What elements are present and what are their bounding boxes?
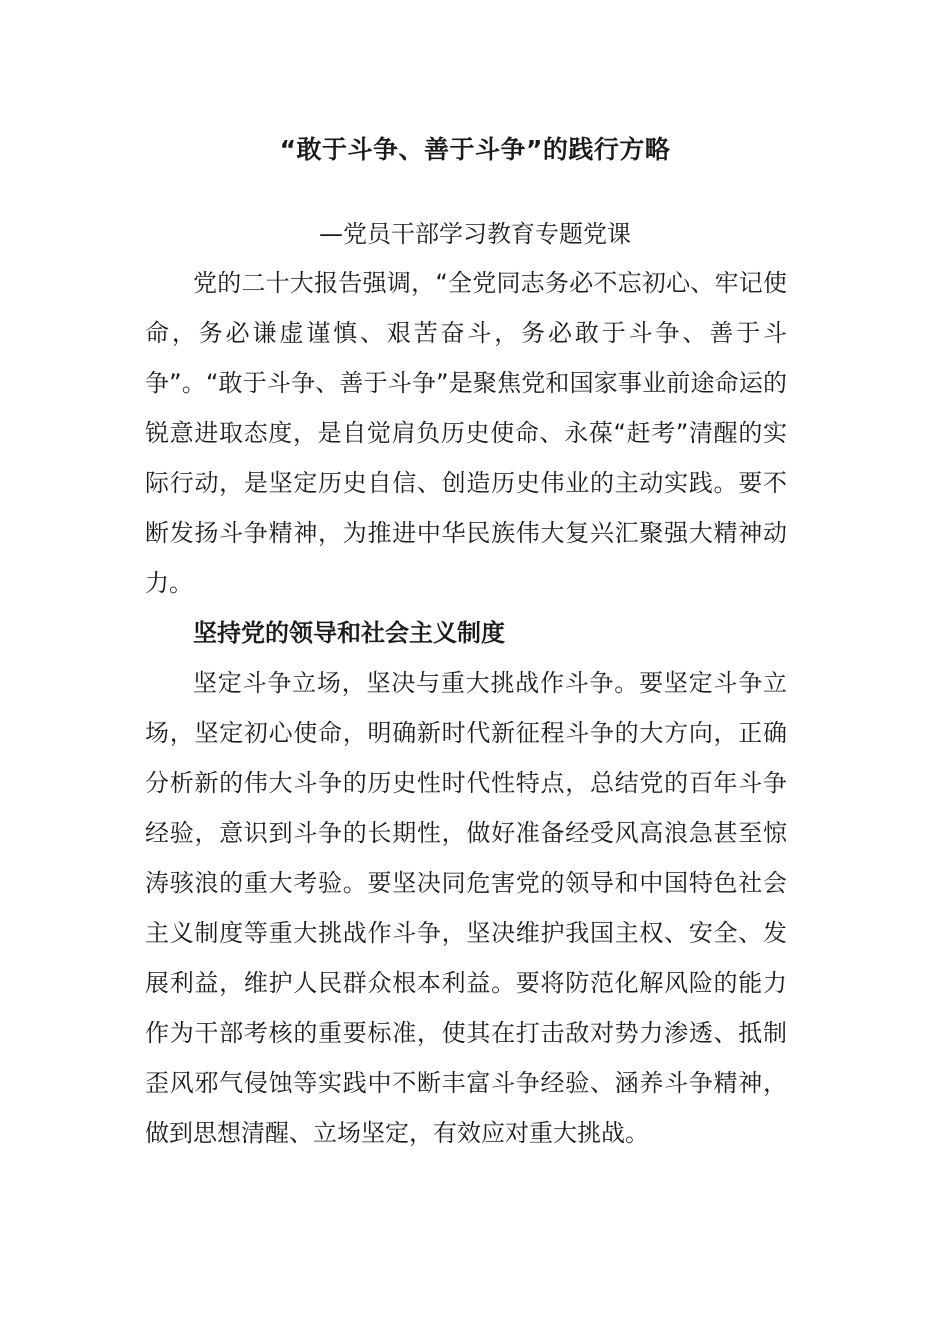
document-title: “敢于斗争、善于斗争”的践行方略 [279,135,671,164]
intro-paragraph: 党的二十大报告强调，“全党同志务必不忘初心、牢记使命，务必谦虚谨慎、艰苦奋斗，务必敢于斗争、善于斗争”。“敢于斗争、善于斗争”是聚焦党和国家事业前途命运的锐意进取态度，是自觉肩负历史使命、永葆“赶考”清醒的实际行动，是坚定历史自信、创造历史伟业的主动实践。要不断发扬斗争精神，为推进中华民族伟大复兴汇聚强大精神动力。 [145,269,787,597]
document-subtitle: —党员干部学习教育专题党课 [319,220,631,248]
document-body [145,258,787,1158]
section-paragraph: 坚定斗争立场，坚决与重大挑战作斗争。要坚定斗争立场，坚定初心使命，明确新时代新征程斗争的大方向，正确分析新的伟大斗争的历史性时代性特点，总结党的百年斗争经验，意识到斗争的长期性，做好准备经受风高浪急甚至惊涛骇浪的重大考验。要坚决同危害党的领导和中国特色社会主义制度等重大挑战作斗争，坚决维护我国主权、安全、发展利益，维护人民群众根本利益。要将防范化解风险的能力作为干部考核的重要标准，使其在打击敌对势力渗透、抵制歪风邪气侵蚀等实践中不断丰富斗争经验、涵养斗争精神，做到思想清醒、立场坚定，有效应对重大挑战。 [145,669,787,1147]
section-heading: 坚持党的领导和社会主义制度 [193,619,505,647]
